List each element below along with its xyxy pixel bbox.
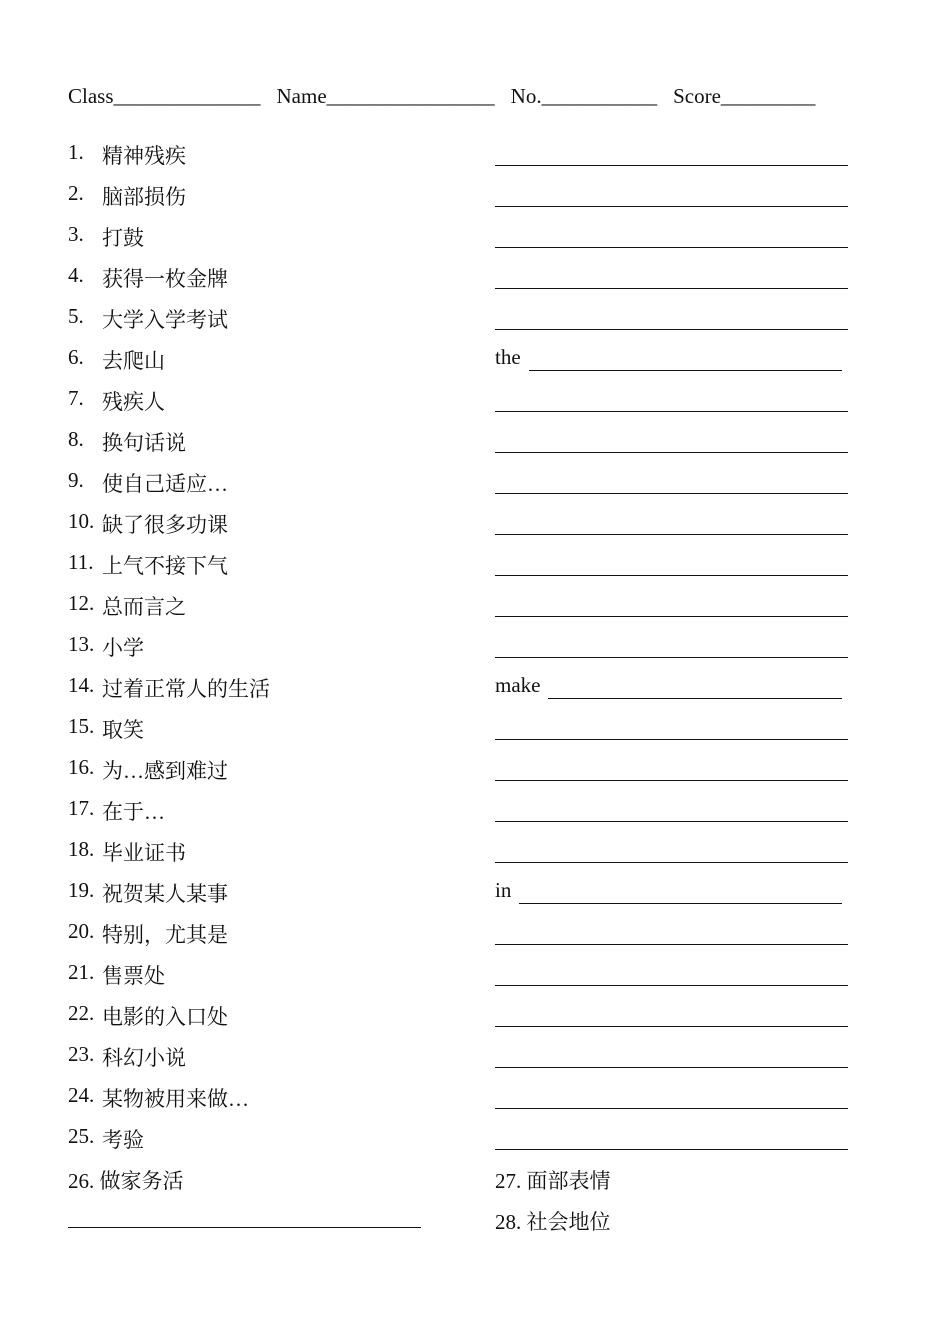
exercise-row [68,870,868,911]
name-field[interactable]: Name________________ [276,84,495,108]
item-number: 7. [68,386,84,410]
item-number: 4. [68,263,84,287]
item-number: 19. [68,878,95,902]
item-number: 21. [68,960,95,984]
answer-prefix: the [495,345,521,369]
item-28: 28. 社会地位 [495,1210,611,1234]
item-number: 16. [68,755,95,779]
answer-prefix: make [495,673,541,697]
item-number: 9. [68,468,84,492]
answer-blank[interactable] [495,247,848,248]
exercise-row [68,542,868,583]
chinese-phrase: 上气不接下气 [102,554,228,578]
answer-blank[interactable] [548,698,842,699]
item-number: 20. [68,919,95,943]
chinese-phrase: 电影的入口处 [102,1005,228,1029]
exercise-row [68,665,868,706]
exercise-row [68,214,868,255]
exercise-row [68,911,868,952]
item-number: 11. [68,550,94,574]
chinese-phrase: 打鼓 [102,226,144,250]
item-number: 10. [68,509,95,533]
answer-blank[interactable] [529,370,842,371]
answer-blank[interactable] [495,1026,848,1027]
exercise-row [68,255,868,296]
exercise-row [68,624,868,665]
answer-blank[interactable] [495,862,848,863]
exercise-row [68,1034,868,1075]
item-number: 6. [68,345,84,369]
answer-blank[interactable] [495,657,848,658]
item-number: 25. [68,1124,95,1148]
answer-blank[interactable] [495,534,848,535]
exercise-row [68,132,868,173]
exercise-row [68,829,868,870]
chinese-phrase: 在于… [102,800,165,824]
exercise-row [68,419,868,460]
number-field[interactable]: No.___________ [510,84,658,108]
item-number: 18. [68,837,95,861]
item-27: 27. 面部表情 [495,1169,611,1193]
class-field[interactable]: Class______________ [68,84,261,108]
answer-blank[interactable] [495,452,848,453]
exercise-row [68,501,868,542]
chinese-phrase: 某物被用来做… [102,1087,249,1111]
answer-blank[interactable] [495,1067,848,1068]
chinese-phrase: 取笑 [102,718,144,742]
exercise-row [68,583,868,624]
item-number: 13. [68,632,95,656]
chinese-phrase: 换句话说 [102,431,186,455]
answer-blank[interactable] [495,821,848,822]
exercise-row [68,173,868,214]
answer-blank[interactable] [495,616,848,617]
chinese-phrase: 大学入学考试 [102,308,228,332]
answer-blank[interactable] [495,165,848,166]
chinese-phrase: 特别，尤其是 [102,923,228,947]
item-number: 17. [68,796,95,820]
chinese-phrase: 精神残疾 [102,144,186,168]
answer-blank[interactable] [495,206,848,207]
tail-row-1 [68,1157,868,1198]
chinese-phrase: 过着正常人的生活 [102,677,270,701]
answer-blank[interactable] [495,1149,848,1150]
exercise-row [68,1075,868,1116]
chinese-phrase: 去爬山 [102,349,165,373]
item-number: 3. [68,222,84,246]
exercise-row [68,1116,868,1157]
chinese-phrase: 祝贺某人某事 [102,882,228,906]
chinese-phrase: 使自己适应… [102,472,228,496]
chinese-phrase: 考验 [102,1128,144,1152]
answer-blank[interactable] [495,329,848,330]
score-field[interactable]: Score_________ [673,84,816,108]
answer-blank[interactable] [495,1108,848,1109]
item-number: 2. [68,181,84,205]
answer-blank[interactable] [495,780,848,781]
item-26: 26. 做家务活 [68,1169,184,1193]
item-number: 1. [68,140,84,164]
chinese-phrase: 科幻小说 [102,1046,186,1070]
chinese-phrase: 缺了很多功课 [102,513,228,537]
answer-blank[interactable] [495,985,848,986]
exercise-row [68,378,868,419]
item-number: 5. [68,304,84,328]
exercise-row [68,952,868,993]
item-number: 23. [68,1042,95,1066]
answer-blank[interactable] [495,739,848,740]
exercise-row [68,747,868,788]
chinese-phrase: 售票处 [102,964,165,988]
answer-blank[interactable] [495,944,848,945]
item-number: 15. [68,714,95,738]
chinese-phrase: 总而言之 [102,595,186,619]
chinese-phrase: 毕业证书 [102,841,186,865]
exercise-row [68,993,868,1034]
exercise-row [68,337,868,378]
exercise-row [68,788,868,829]
chinese-phrase: 小学 [102,636,144,660]
answer-blank-26[interactable] [68,1227,421,1228]
exercise-row [68,460,868,501]
header-fields [68,84,815,109]
exercise-row [68,296,868,337]
chinese-phrase: 为…感到难过 [102,759,228,783]
chinese-phrase: 获得一枚金牌 [102,267,228,291]
item-number: 8. [68,427,84,451]
chinese-phrase: 残疾人 [102,390,165,414]
answer-blank[interactable] [495,493,848,494]
item-number: 14. [68,673,95,697]
chinese-phrase: 脑部损伤 [102,185,186,209]
answer-blank[interactable] [495,288,848,289]
item-number: 22. [68,1001,95,1025]
item-number: 24. [68,1083,95,1107]
tail-row-2 [68,1198,868,1239]
answer-prefix: in [495,878,512,902]
answer-blank[interactable] [495,575,848,576]
answer-blank[interactable] [519,903,842,904]
exercise-list [68,132,868,1157]
item-number: 12. [68,591,95,615]
answer-blank[interactable] [495,411,848,412]
exercise-row [68,706,868,747]
